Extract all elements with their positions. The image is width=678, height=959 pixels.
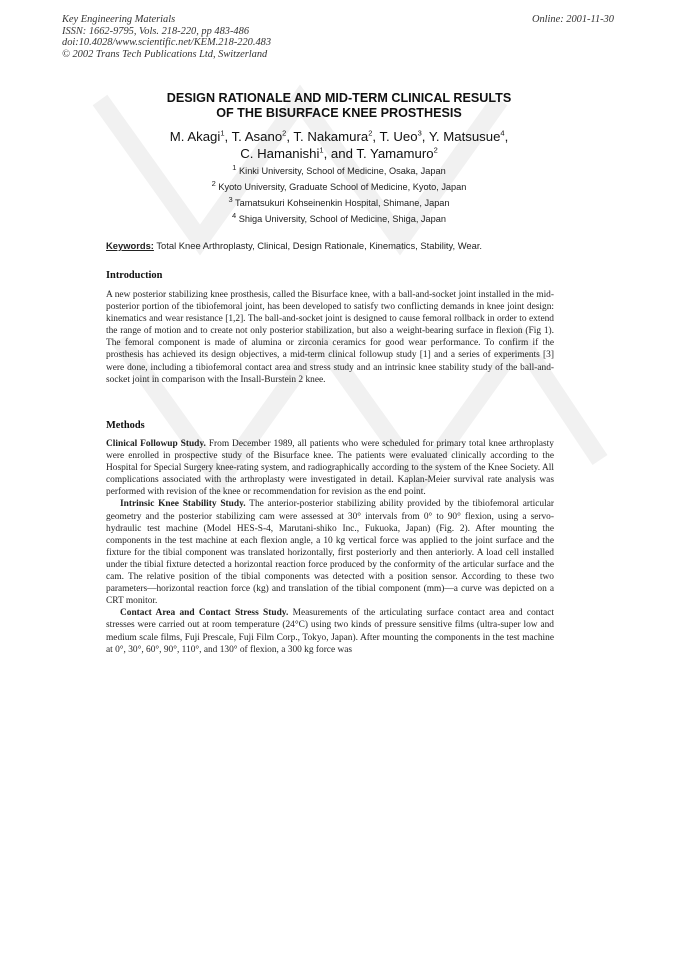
methods-paragraph-3 — [106, 607, 554, 655]
methods-heading: Methods — [106, 420, 145, 431]
author-affil-sup: 2 — [433, 145, 438, 155]
title-line-2: OF THE BISURFACE KNEE PROSTHESIS — [216, 106, 462, 120]
journal-header — [62, 14, 271, 60]
author-affil-sup: 1 — [220, 128, 225, 138]
paper-title — [0, 91, 678, 121]
author-affil-sup: 2 — [368, 128, 373, 138]
title-line-1: DESIGN RATIONALE AND MID-TERM CLINICAL RESULTS — [166, 91, 512, 105]
introduction-body — [106, 289, 554, 386]
affiliation-2 — [0, 178, 678, 193]
author-affil-sup: 4 — [500, 128, 505, 138]
methods-paragraph-1 — [106, 438, 554, 498]
affil-text: Kinki University, School of Medicine, Osaka, Japan — [239, 166, 446, 176]
methods-paragraph-2 — [106, 498, 554, 607]
journal-name: Key Engineering Materials — [62, 14, 176, 25]
keywords — [106, 240, 482, 251]
introduction-heading: Introduction — [106, 270, 163, 281]
author-separator: , — [504, 129, 509, 144]
author-affil-sup: 2 — [282, 128, 287, 138]
author-affil-sup: 3 — [417, 128, 422, 138]
author-name: , T. Nakamura — [286, 129, 369, 144]
author-name: M. Akagi — [169, 129, 221, 144]
affil-text: Tamatsukuri Kohseinenkin Hospital, Shimane, Japan — [235, 198, 450, 208]
affil-sup: 4 — [232, 210, 237, 220]
affil-text: Kyoto University, Graduate School of Medicine, Kyoto, Japan — [218, 182, 467, 192]
subsection-title: Contact Area and Contact Stress Study. — [120, 608, 289, 619]
doi-line: doi:10.4028/www.scientific.net/KEM.218-220.483 — [62, 37, 272, 49]
affil-sup: 3 — [228, 194, 233, 204]
author-name: C. Hamanishi — [240, 146, 320, 161]
methods-body — [106, 438, 554, 656]
online-date: Online: 2001-11-30 — [531, 14, 614, 25]
author-name: , Y. Matsusue — [421, 129, 501, 144]
author-list — [0, 128, 678, 162]
author-name: , T. Ueo — [372, 129, 418, 144]
author-name: , T. Asano — [224, 129, 283, 144]
affiliation-4 — [0, 210, 678, 225]
affiliation-3 — [0, 194, 678, 209]
keywords-text: Total Knee Arthroplasty, Clinical, Design Rationale, Kinematics, Stability, Wear. — [153, 240, 483, 251]
author-line-1 — [0, 128, 678, 145]
author-name: , and T. Yamamuro — [323, 146, 434, 161]
affil-text: Shiga University, School of Medicine, Shiga, Japan — [238, 214, 446, 224]
subsection-title: Clinical Followup Study. — [106, 439, 206, 449]
author-affil-sup: 1 — [319, 145, 324, 155]
author-line-2 — [0, 145, 678, 162]
issn-line: ISSN: 1662-9795, Vols. 218-220, pp 483-486 — [62, 25, 250, 37]
keywords-label: Keywords: — [106, 240, 154, 251]
paragraph-text: The anterior-posterior stabilizing ability provided by the tibiofemoral articular geometry and the posterior stabilizing cam were assessed at 30° intervals from 0° to 90° flexion, using a servo-hydraulic test machine (Model HES-S-4, Marutani-shiko Inc., Fukuoka, Japan) (Fig. 2). After mounting the components in the test machine at each flexion angle, a 10 kg vertical force was applied to the joint surface and the fixture for the tibial component was translated horizontally, first posteriorly and then anteriorly. A load cell installed under the tibial fixture detected a horizontal reaction force produced by the conformity of the articular surface and the cam. The relative position of the tibial components was detected with a position sensor. According to these two parameters—horizontal reaction force (kg) and translation of the tibial component (mm)—a curve was depicted on a CRT monitor. — [106, 499, 554, 607]
paragraph-text: Measurements of the articulating surface contact area and contact stresses were carried out at room temperature (24°C) using two kinds of pressure sensitive films (ultra-super low and medium scale films, Fuji Prescale, Fuji Film Corp., Tokyo, Japan). After mounting the components in the test machine at 0°, 30°, 60°, 90°, 110°, and 130° of flexion, a 300 kg force was — [106, 608, 554, 655]
paragraph-text: From December 1989, all patients who were scheduled for primary total knee arthroplasty were enrolled in prospective study of the Bisurface knee. The patients were evaluated clinically according to the Hospital for Special Surgery knee-rating system, and radiographically according to the system of the Knee Society. All complications associated with the arthroplasty were investigated in detail. Kaplan-Meier survival rate analysis was performed with revision of the knee or recommendation for revision as the end point. — [106, 439, 554, 498]
affil-sup: 2 — [211, 178, 216, 188]
introduction-paragraph: A new posterior stabilizing knee prosthesis, called the Bisurface knee, with a ball-and-socket joint installed in the mid-posterior portion of the tibiofemoral joint, has been developed to satisfy two conflicting demands in knee joint design: kinematics and wear resistance [1,2]. The ball-and-socket joint is designed to cause femoral rollback in order to extend the range of motion and to create not only posterior stabilization, but also a weight-bearing surface in flexion (Fig 1). The femoral component is made of alumina or zirconia ceramics for good wear performance. To confirm if the prosthesis has achieved its design objectives, a mid-term clinical followup study [1] and a series of experiments [3] were done, including a tibiofemoral contact area and stress study and an intrinsic knee stability study of the ball-and-socket joint in comparison with the Insall-Burstein 2 knee. — [106, 290, 554, 385]
affiliation-1 — [0, 162, 678, 177]
subsection-title: Intrinsic Knee Stability Study. — [120, 499, 246, 510]
affil-sup: 1 — [232, 162, 237, 172]
copyright-line: © 2002 Trans Tech Publications Ltd, Switzerland — [62, 48, 268, 60]
